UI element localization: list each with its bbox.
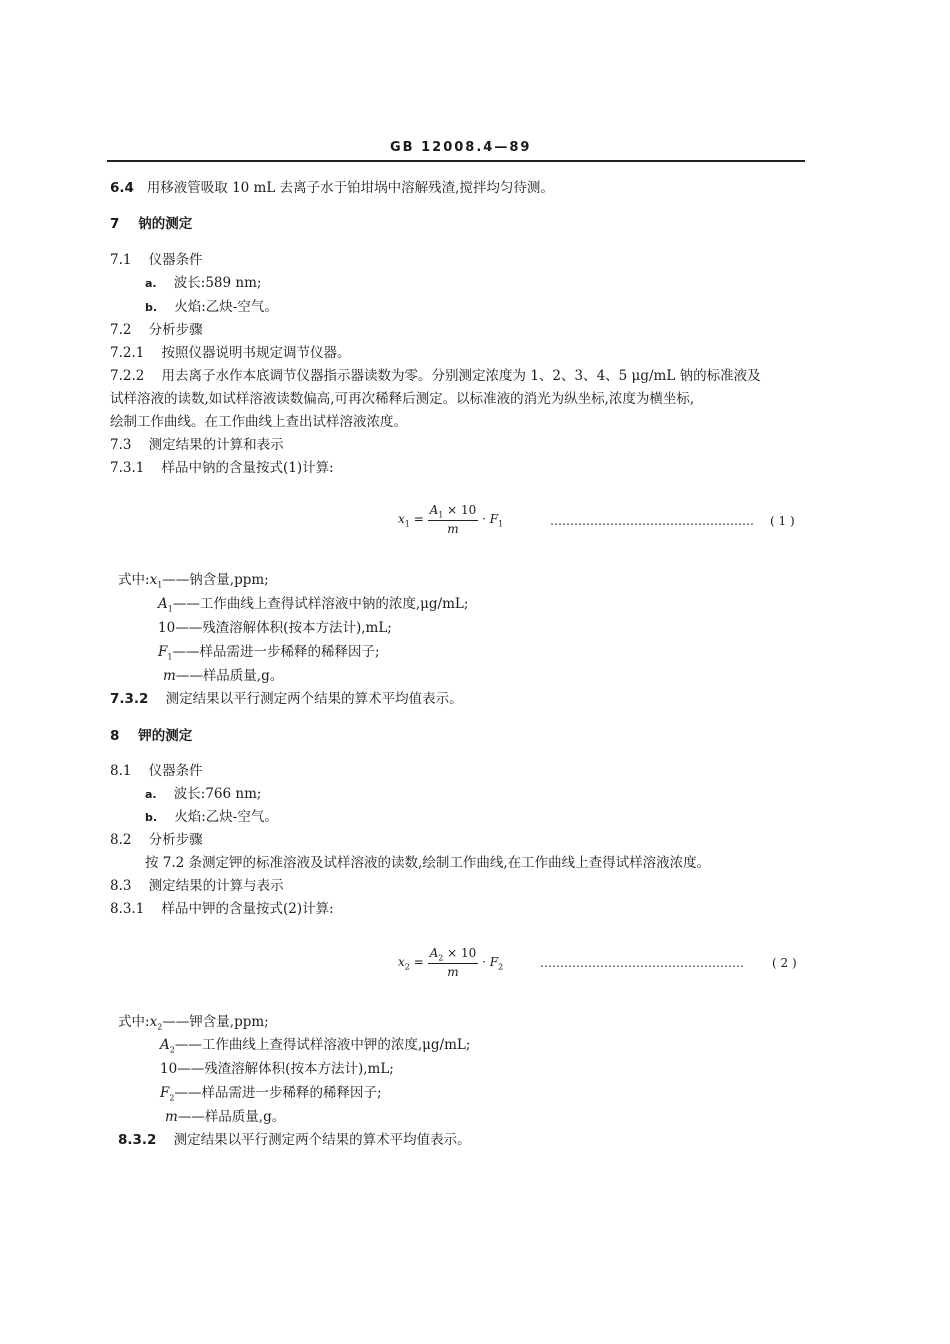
section-6-4 — [110, 179, 554, 197]
section-text: 按照仪器说明书规定调节仪器。 — [161, 345, 351, 361]
section-title: 测定结果的计算与表示 — [148, 878, 284, 894]
var-symbol: A — [158, 596, 168, 612]
section-8-2 — [110, 831, 203, 849]
section-7-3-1 — [110, 459, 334, 477]
section-number: 8.2 — [110, 832, 132, 848]
section-8-3 — [110, 877, 284, 895]
list-label: b. — [145, 301, 158, 314]
var-symbol: m — [163, 668, 176, 684]
list-text: 火焰:乙炔-空气。 — [174, 299, 278, 315]
section-number: 8.3.1 — [110, 901, 145, 917]
section-number: 7.3.2 — [110, 691, 149, 707]
var-subscript: 1 — [167, 604, 173, 614]
section-number: 7.2.1 — [110, 345, 145, 361]
section-7-1 — [110, 251, 203, 269]
section-number: 7.3.1 — [110, 460, 145, 476]
eq-subscript: 1 — [404, 519, 410, 529]
var-desc: ——样品质量,g。 — [177, 1109, 286, 1125]
var-symbol: 10 — [160, 1061, 178, 1077]
section-number: 6.4 — [110, 180, 134, 196]
eq-symbol: x — [398, 955, 405, 970]
eq-denominator: m — [447, 522, 459, 537]
var-subscript: 2 — [169, 1093, 175, 1103]
section-7-2-2-line2: 试样溶液的读数,如试样溶液读数偏高,可再次稀释后测定。以标准液的消光为纵坐标,浓度为横坐标, — [110, 391, 695, 407]
var-symbol: F — [160, 1085, 170, 1101]
list-text: 波长:766 nm; — [173, 786, 262, 802]
var-symbol: m — [165, 1109, 178, 1125]
eq-fraction — [428, 503, 479, 536]
section-7-2-2-line3: 绘制工作曲线。在工作曲线上查出试样溶液浓度。 — [110, 414, 407, 430]
where-label: 式中: — [118, 572, 150, 588]
where-line-4 — [158, 643, 380, 667]
eq-subscript: 2 — [498, 962, 504, 972]
var-desc: ——样品需进一步稀释的稀释因子; — [174, 1085, 382, 1101]
section-text: 测定结果以平行测定两个结果的算术平均值表示。 — [165, 691, 463, 707]
section-title: 测定结果的计算和表示 — [148, 437, 284, 453]
section-title: 分析步骤 — [148, 832, 203, 848]
where-line-2 — [158, 595, 468, 619]
var-subscript: 1 — [157, 580, 163, 590]
eq-subscript: 2 — [404, 962, 410, 972]
eq-numerator — [428, 503, 479, 521]
section-7-2-1 — [110, 344, 351, 362]
where-line-1 — [118, 1013, 269, 1037]
eq-label: ( 2 ) — [772, 956, 797, 970]
var-desc: ——钾含量,ppm; — [162, 1014, 269, 1030]
equation-2: $x_2$ = $\frac{A_2 \times 10}{m}$ · $F_2$ — [398, 946, 504, 980]
eq-text: × 10 — [443, 946, 477, 960]
eq-numerator — [428, 946, 479, 964]
section-number: 7.1 — [110, 252, 132, 268]
list-label: a. — [145, 277, 157, 290]
eq-denominator: m — [447, 965, 459, 980]
equation-1: $x_1$ = $\frac{A_1 \times 10}{m}$ · $F_1$ — [398, 503, 504, 537]
section-number: 7.2 — [110, 322, 132, 338]
list-item-a — [145, 785, 261, 804]
where-line-3 — [160, 1060, 394, 1078]
section-8-2-text: 按 7.2 条测定钾的标准溶液及试样溶液的读数,绘制工作曲线,在工作曲线上查得试样溶液浓度。 — [145, 855, 711, 871]
section-number: 8.3.2 — [118, 1132, 157, 1148]
var-desc: ——钠含量,ppm; — [162, 572, 269, 588]
eq-subscript: 1 — [438, 510, 444, 520]
var-desc: ——工作曲线上查得试样溶液中钠的浓度,μg/mL; — [172, 596, 469, 612]
var-symbol: x — [149, 1014, 158, 1030]
section-text: 用移液管吸取 10 mL 去离子水于铂坩埚中溶解残渣,搅拌均匀待测。 — [146, 180, 554, 196]
section-8-3-2 — [118, 1131, 471, 1149]
where-line-5 — [163, 667, 283, 685]
var-symbol: x — [149, 572, 158, 588]
section-title: 仪器条件 — [148, 763, 203, 779]
list-label: b. — [145, 811, 158, 824]
where-line-3 — [158, 619, 392, 637]
var-desc: ——样品质量,g。 — [175, 668, 284, 684]
eq-subscript: 1 — [498, 519, 504, 529]
section-7-title — [110, 215, 192, 233]
where-line-5 — [165, 1108, 285, 1126]
eq-text: × 10 — [443, 503, 477, 517]
list-text: 火焰:乙炔-空气。 — [174, 809, 278, 825]
where-line-4 — [160, 1084, 382, 1108]
where-line-2 — [160, 1036, 470, 1060]
where-line-1 — [118, 571, 269, 595]
section-title: 钠的测定 — [138, 216, 193, 232]
paragraph-line: 用去离子水作本底调节仪器指示器读数为零。分别测定浓度为 1、2、3、4、5 μg/mL 钠的标准液及 — [161, 368, 761, 384]
section-text: 样品中钾的含量按式(2)计算: — [161, 901, 334, 917]
eq-leader-dots: …………………………………………… — [540, 956, 744, 970]
standard-number: GB 12008.4—89 — [390, 140, 532, 155]
var-symbol: 10 — [158, 620, 176, 636]
section-title: 仪器条件 — [148, 252, 203, 268]
list-item-b — [145, 298, 278, 317]
eq-subscript: 2 — [438, 953, 444, 963]
var-desc: ——样品需进一步稀释的稀释因子; — [172, 644, 380, 660]
section-number: 7 — [110, 216, 120, 232]
section-title: 钾的测定 — [138, 728, 193, 744]
eq-symbol: F — [489, 512, 499, 527]
var-subscript: 2 — [157, 1022, 163, 1032]
var-desc: ——工作曲线上查得试样溶液中钾的浓度,μg/mL; — [174, 1037, 471, 1053]
eq-symbol: A — [429, 503, 439, 517]
eq-leader-dots: …………………………………………… — [550, 514, 754, 528]
list-item-a — [145, 274, 261, 293]
section-7-3-2 — [110, 690, 463, 708]
section-8-1 — [110, 762, 203, 780]
list-label: a. — [145, 788, 157, 801]
var-desc: ——残渣溶解体积(按本方法计),mL; — [175, 620, 392, 636]
section-title: 分析步骤 — [148, 322, 203, 338]
header-rule — [107, 160, 805, 162]
section-text: 样品中钠的含量按式(1)计算: — [161, 460, 334, 476]
section-8-3-1 — [110, 900, 334, 918]
section-text: 测定结果以平行测定两个结果的算术平均值表示。 — [173, 1132, 471, 1148]
var-subscript: 1 — [167, 652, 173, 662]
section-number: 8.1 — [110, 763, 132, 779]
section-number: 8.3 — [110, 878, 132, 894]
section-number: 7.2.2 — [110, 368, 145, 384]
var-subscript: 2 — [169, 1045, 175, 1055]
section-number: 8 — [110, 728, 120, 744]
section-8-title — [110, 727, 192, 745]
var-symbol: A — [160, 1037, 170, 1053]
eq-fraction — [428, 946, 479, 979]
eq-symbol: F — [489, 955, 499, 970]
list-text: 波长:589 nm; — [173, 275, 262, 291]
section-7-2 — [110, 321, 203, 339]
list-item-b — [145, 808, 278, 827]
section-number: 7.3 — [110, 437, 132, 453]
section-7-3 — [110, 436, 284, 454]
eq-symbol: x — [398, 512, 405, 527]
var-symbol: F — [158, 644, 168, 660]
section-7-2-2-line1 — [110, 367, 761, 385]
eq-symbol: A — [429, 946, 439, 960]
where-label: 式中: — [118, 1014, 150, 1030]
var-desc: ——残渣溶解体积(按本方法计),mL; — [177, 1061, 394, 1077]
eq-label: ( 1 ) — [770, 514, 795, 528]
